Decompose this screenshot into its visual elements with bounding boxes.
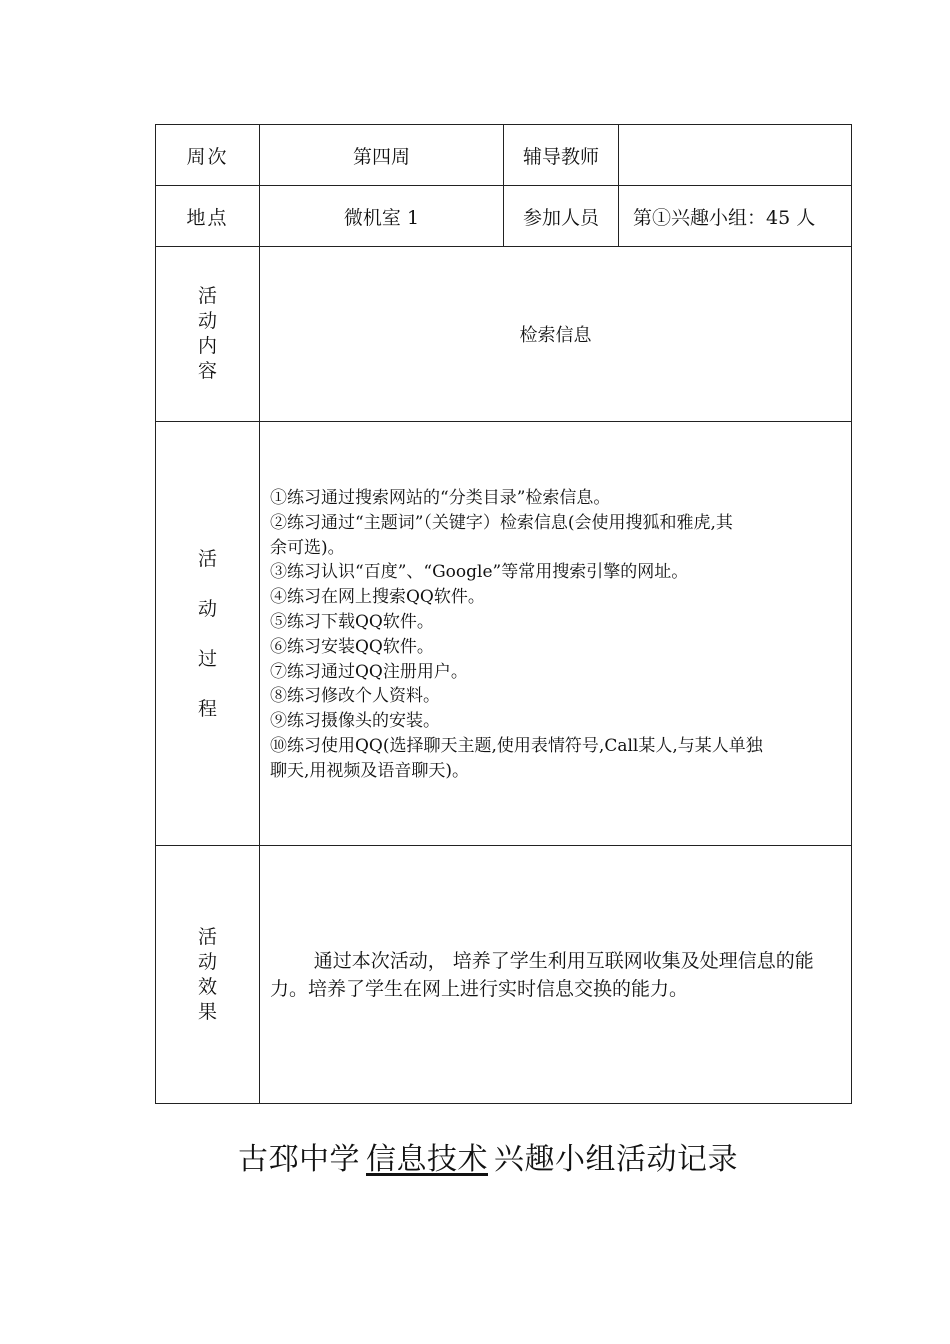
content-label xyxy=(156,247,260,422)
row-location xyxy=(156,186,852,247)
week-value: 第四周 xyxy=(260,125,504,186)
process-label-char: 过 xyxy=(197,647,217,670)
teacher-value xyxy=(619,125,852,186)
row-content xyxy=(156,247,852,422)
effect-label-char: 果 xyxy=(197,1000,217,1023)
row-week xyxy=(156,125,852,186)
content-label-char: 活 xyxy=(197,285,217,307)
effect-text: 通过本次活动， 培养了学生利用互联网收集及处理信息的能力。培养了学生在网上进行实时信息交换的能力。 xyxy=(270,949,814,1000)
process-line: ④练习在网上搜索QQ软件。 xyxy=(270,587,485,608)
process-content xyxy=(260,422,852,846)
teacher-label: 辅导教师 xyxy=(504,125,619,186)
process-line: ⑦练习通过QQ注册用户。 xyxy=(270,661,468,682)
record-title xyxy=(0,1134,950,1178)
title-suffix: 兴趣小组活动记录 xyxy=(494,1142,738,1177)
activity-record-table xyxy=(155,124,852,1104)
content-label-char: 容 xyxy=(197,360,217,382)
process-label xyxy=(156,422,260,846)
process-line: 余可选)。 xyxy=(270,537,345,558)
process-line: ⑧练习修改个人资料。 xyxy=(270,686,440,707)
location-value: 微机室 1 xyxy=(260,186,504,247)
location-label: 地点 xyxy=(156,186,260,247)
process-line: ①练习通过搜索网站的“分类目录”检索信息。 xyxy=(270,488,611,508)
participants-label: 参加人员 xyxy=(504,186,619,247)
effect-content xyxy=(260,846,852,1104)
content-value: 检索信息 xyxy=(260,247,852,422)
content-label-char: 动 xyxy=(197,310,217,332)
process-line: 聊天,用视频及语音聊天)。 xyxy=(270,760,470,781)
subject-name: 信息技术 xyxy=(366,1142,488,1177)
participants-value: 第①兴趣小组：45 人 xyxy=(619,186,852,247)
week-label: 周次 xyxy=(156,125,260,186)
effect-label-char: 动 xyxy=(197,950,217,973)
process-line: ③练习认识“百度”、“Google”等常用搜索引擎的网址。 xyxy=(270,562,689,583)
process-line: ⑥练习安装QQ软件。 xyxy=(270,636,434,657)
row-effect xyxy=(156,846,852,1104)
process-label-char: 动 xyxy=(197,597,217,620)
school-name: 古邳中学 xyxy=(238,1142,360,1177)
row-process xyxy=(156,422,852,846)
effect-label-char: 活 xyxy=(197,925,217,948)
process-line: ⑨练习摄像头的安装。 xyxy=(270,711,440,732)
process-line: ⑤练习下载QQ软件。 xyxy=(270,611,434,632)
effect-label-char: 效 xyxy=(197,975,217,998)
process-label-char: 活 xyxy=(197,547,217,570)
content-label-char: 内 xyxy=(197,335,217,357)
effect-label xyxy=(156,846,260,1104)
process-line: ②练习通过“主题词”（关键字）检索信息(会使用搜狐和雅虎,其 xyxy=(270,512,733,533)
process-line: ⑩练习使用QQ(选择聊天主题,使用表情符号,Call某人,与某人单独 xyxy=(270,735,763,756)
process-label-char: 程 xyxy=(197,697,217,720)
